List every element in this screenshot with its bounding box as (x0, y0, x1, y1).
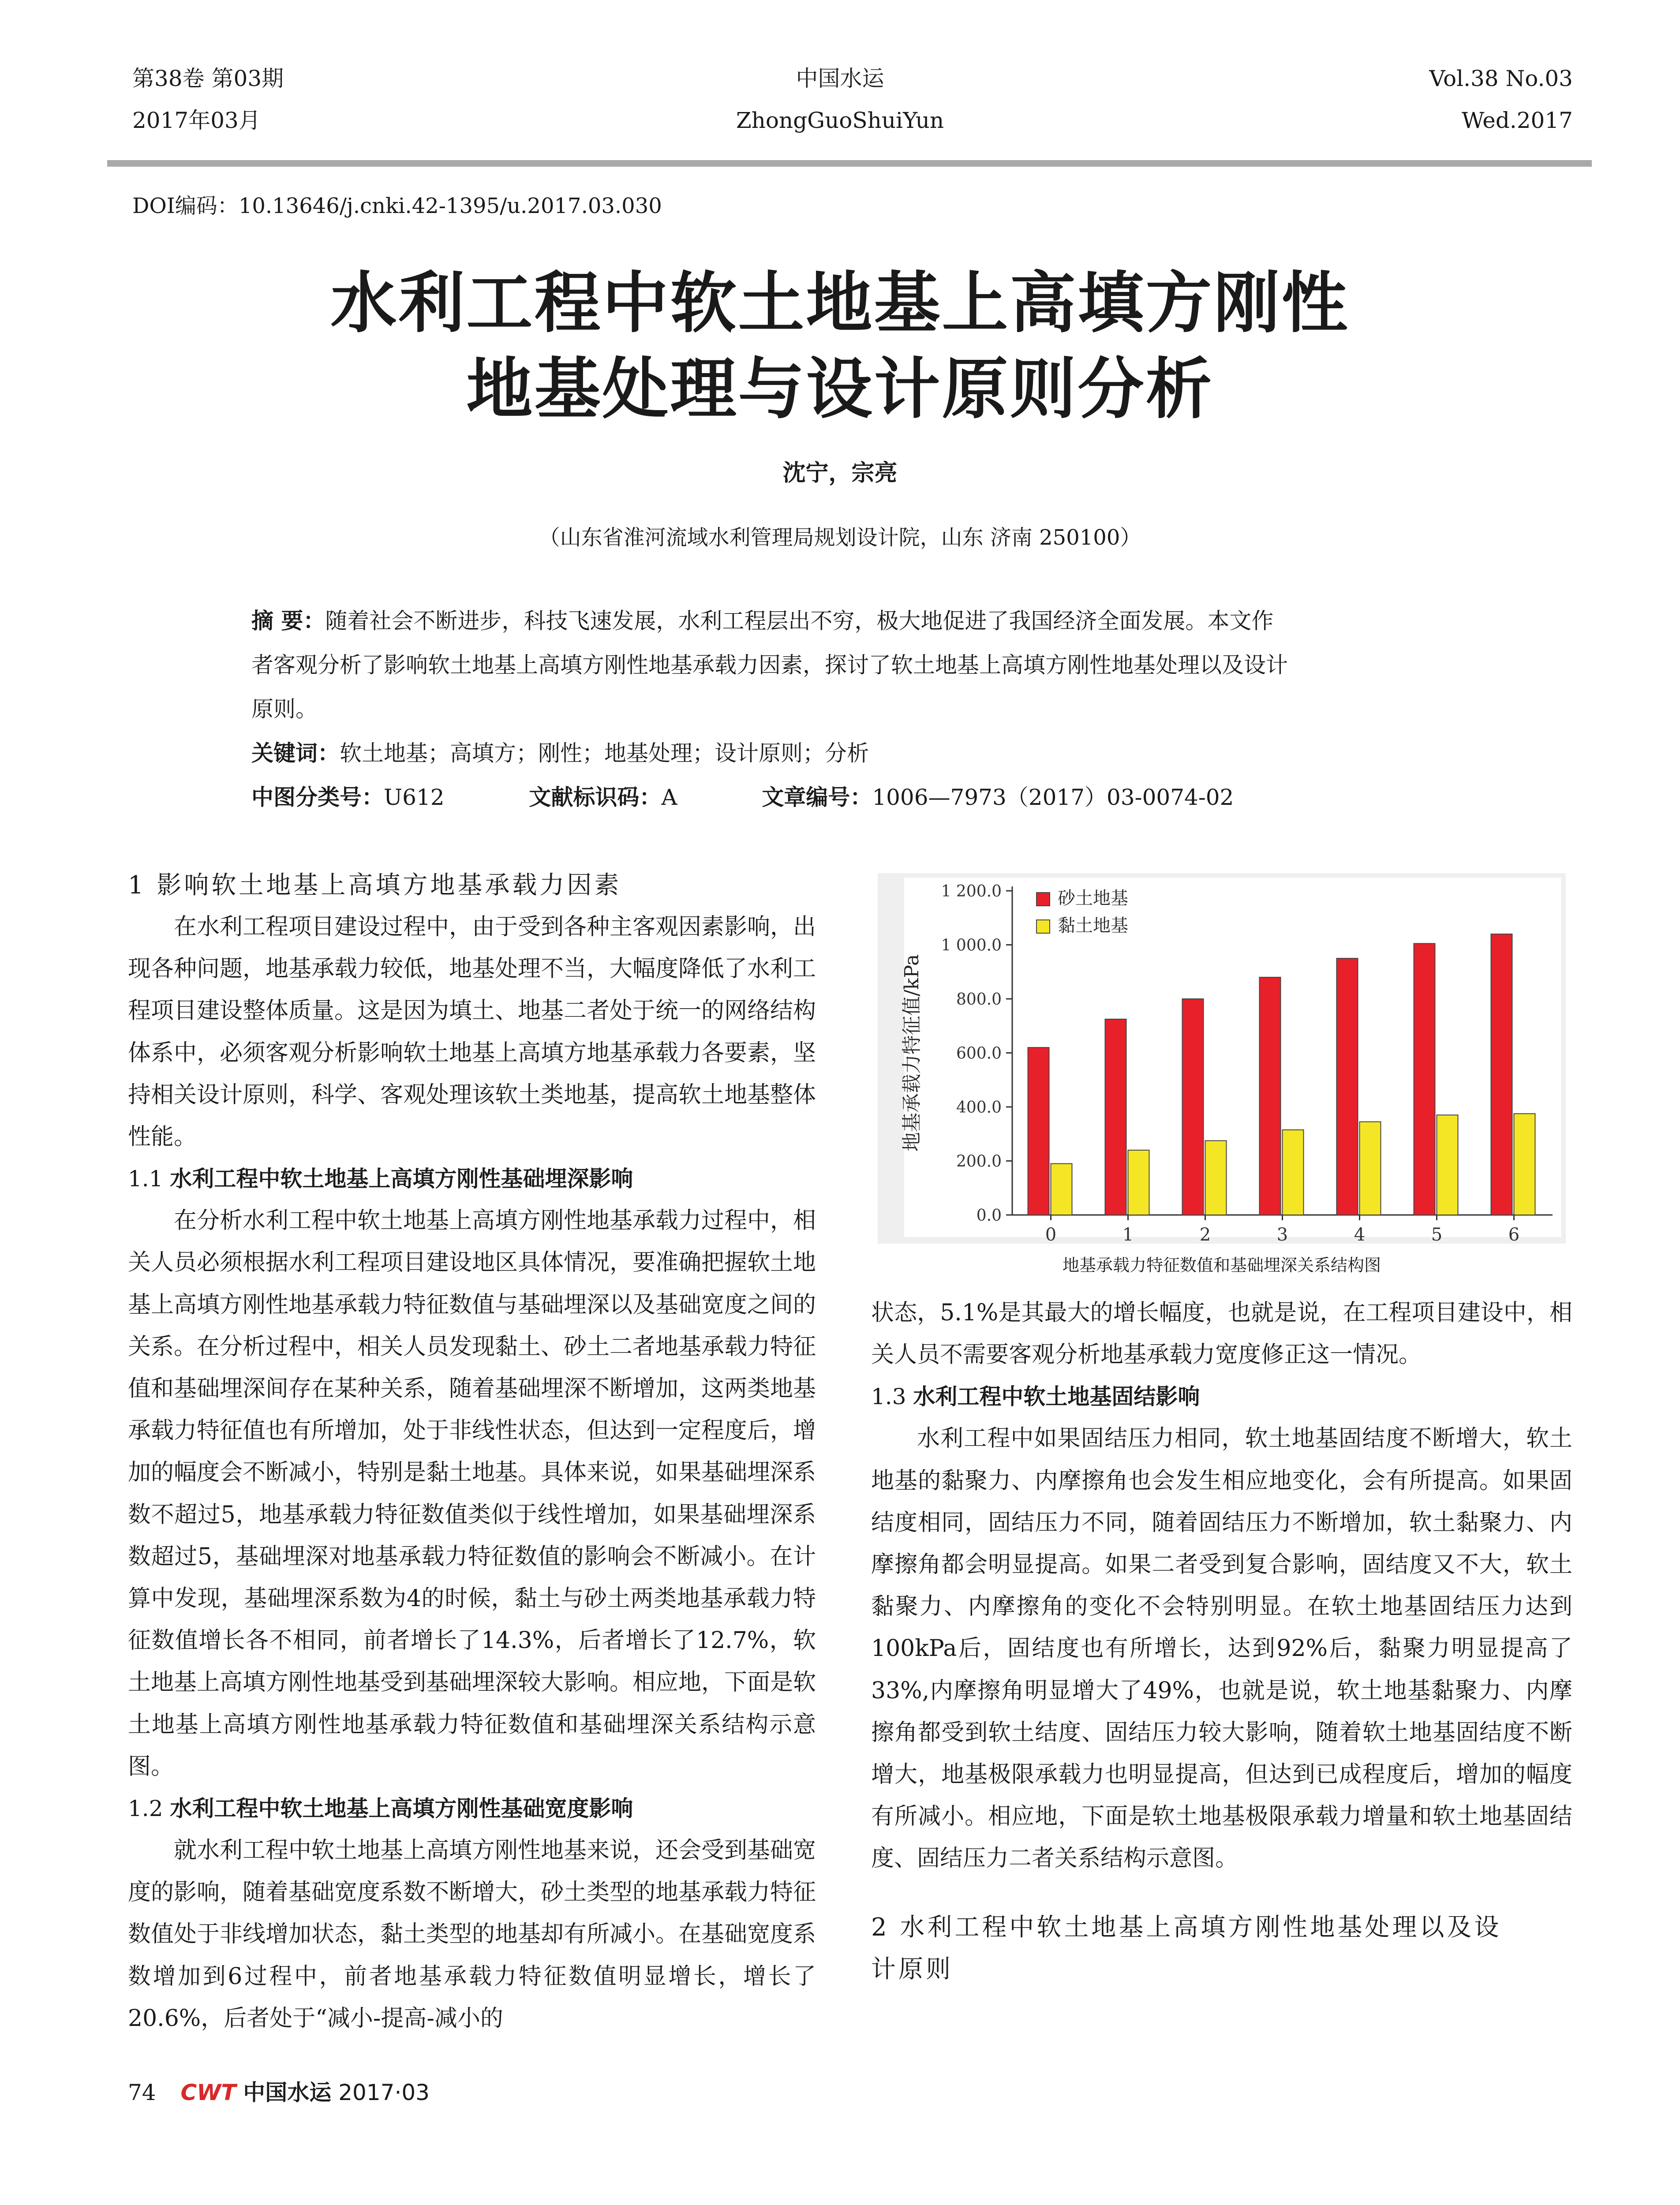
bar-clay-5 (1437, 1115, 1458, 1215)
keywords-text: 软土地基；高填方；刚性；地基处理；设计原则；分析 (340, 740, 869, 766)
bar-sand-6 (1491, 934, 1512, 1215)
abstract (251, 599, 1442, 819)
bar-clay-4 (1360, 1122, 1381, 1215)
bar-sand-4 (1337, 958, 1358, 1215)
abstract-text-2: 者客观分析了影响软土地基上高填方刚性地基承载力因素，探讨了软土地基上高填方刚性地基处理以及设计 (251, 652, 1288, 678)
bar-chart (878, 873, 1566, 1244)
header-date: 2017年03月 (132, 108, 261, 133)
header-vol-no: Vol.38 No.03 (1429, 66, 1573, 91)
section-1-3-heading: 1.3 水利工程中软土地基固结影响 (871, 1384, 1200, 1410)
y-tick-label: 400.0 (956, 1099, 1002, 1117)
paper-title-line1: 水利工程中软土地基上高填方刚性 (330, 264, 1350, 342)
header-journal: 中国水运 (796, 66, 884, 91)
x-tick-label: 1 (1122, 1225, 1134, 1244)
section-2-heading-line2: 计原则 (871, 1955, 953, 1984)
footer (128, 2075, 430, 2107)
bar-clay-2 (1205, 1141, 1227, 1215)
header-rule (107, 160, 1592, 167)
abstract-text-1: 随着社会不断进步，科技飞速发展，水利工程层出不穷，极大地促进了我国经济全面发展。本文作 (325, 608, 1274, 634)
section-1-1-paragraph: 在分析水利工程中软土地基上高填方刚性地基承载力过程中，相关人员必须根据水利工程项目建设地区具体情况，要准确把握软土地基上高填方刚性地基承载力特征数值与基础埋深以及基础宽度之间的关系。在分析过程中，相关人员发现黏土、砂土二者地基承载力特征值和基础埋深间存在某种关系，随着基础埋深不断增加，这两类地基承载力特征值也有所增加，处于非线性状态，但达到一定程度后，增加的幅度会不断减小，特别是黏土地基。具体来说，如果基础埋深系数不超过5，地基承载力特征数值类似于线性增加，如果基础埋深系数超过5，基础埋深对地基承载力特征数值的影响会不断减小。在计算中发现，基础埋深系数为4的时候，黏土与砂土两类地基承载力特征数值增长各不相同，前者增长了14.3%，后者增长了12.7%，软土地基上高填方刚性地基受到基础埋深较大影响。相应地，下面是软土地基上高填方刚性地基承载力特征数值和基础埋深关系结构示意图。 (128, 1207, 816, 1780)
header-issue-date: Wed.2017 (1461, 108, 1573, 133)
clc-value: U612 (384, 785, 445, 810)
legend-label: 黏土地基 (1058, 916, 1128, 936)
bar-clay-0 (1051, 1164, 1072, 1215)
classification-line (251, 775, 1442, 819)
section-1-paragraph: 在水利工程项目建设过程中，由于受到各种主客观因素影响，出现各种问题，地基承载力较低，地基处理不当，大幅度降低了水利工程项目建设整体质量。这是因为填土、地基二者处于统一的网络结构体系中，必须客观分析影响软土地基上高填方地基承载力各要素，坚持相关设计原则，科学、客观处理该软土类地基，提高软土地基整体性能。 (128, 914, 816, 1151)
affiliation: （山东省淮河流域水利管理局规划设计院，山东 济南 250100） (539, 525, 1141, 550)
bar-clay-1 (1128, 1150, 1149, 1215)
section-1-1-heading: 1.1 水利工程中软土地基上高填方刚性基础埋深影响 (128, 1166, 633, 1192)
continued-paragraph: 状态，5.1%是其最大的增长幅度，也就是说，在工程项目建设中，相关人员不需要客观分析地基承载力宽度修正这一情况。 (871, 1300, 1572, 1368)
x-tick-label: 6 (1508, 1225, 1520, 1244)
legend-swatch (1036, 893, 1050, 906)
footer-journal: 中国水运 (243, 2080, 332, 2105)
bar-sand-3 (1260, 977, 1281, 1215)
authors: 沈宁，宗亮 (782, 460, 898, 486)
x-tick-label: 0 (1045, 1225, 1057, 1244)
y-tick-label: 600.0 (956, 1044, 1002, 1063)
y-tick-label: 800.0 (956, 990, 1002, 1009)
section-1-3-paragraph: 水利工程中如果固结压力相同，软土地基固结度不断增大，软土地基的黏聚力、内摩擦角也会发生相应地变化，会有所提高。如果固结度相同，固结压力不同，随着固结压力不断增加，软土黏聚力、内摩擦角都会明显提高。如果二者受到复合影响，固结度又不大，软土黏聚力、内摩擦角的变化不会特别明显。在软土地基固结压力达到100kPa后，固结度也有所增长，达到92%后，黏聚力明显提高了33%,内摩擦角明显增大了49%，也就是说，软土地基黏聚力、内摩擦角都受到软土结度、固结压力较大影响，随着软土地基固结度不断增大，地基极限承载力也明显提高，但达到已成程度后，增加的幅度有所减小。相应地，下面是软土地基极限承载力增量和软土地基固结度、固结压力二者关系结构示意图。 (871, 1425, 1572, 1872)
footer-issue: 2017·03 (338, 2080, 430, 2105)
x-tick-label: 2 (1199, 1225, 1211, 1244)
doc-code-label: 文献标识码： (529, 785, 662, 810)
section-2-heading-line1: 2 水利工程中软土地基上高填方刚性地基处理以及设 (871, 1913, 1502, 1942)
article-no-value: 1006—7973（2017）03-0074-02 (872, 785, 1234, 810)
section-1-heading: 1 影响软土地基上高填方地基承载力因素 (128, 871, 622, 900)
doi: DOI编码：10.13646/j.cnki.42-1395/u.2017.03.030 (132, 194, 662, 218)
section-1-2-heading: 1.2 水利工程中软土地基上高填方刚性基础宽度影响 (128, 1796, 633, 1822)
x-tick-label: 4 (1354, 1225, 1366, 1244)
paper-title-line2: 地基处理与设计原则分析 (466, 350, 1214, 428)
y-tick-label: 1 000.0 (941, 936, 1002, 955)
x-tick-label: 5 (1431, 1225, 1443, 1244)
bar-sand-1 (1105, 1019, 1126, 1215)
left-column (128, 864, 816, 2040)
y-tick-label: 200.0 (956, 1152, 1002, 1171)
bar-sand-5 (1414, 943, 1435, 1215)
bar-clay-3 (1283, 1130, 1304, 1215)
clc-label: 中图分类号： (251, 785, 384, 810)
bar-sand-0 (1028, 1047, 1049, 1215)
header-volume: 第38卷 第03期 (132, 66, 284, 91)
header-journal-pinyin: ZhongGuoShuiYun (736, 108, 944, 133)
right-column (871, 1292, 1572, 1990)
abstract-label: 摘 要： (251, 608, 326, 634)
y-axis-label: 地基承载力特征值/kPa (901, 954, 923, 1152)
bar-clay-6 (1514, 1114, 1535, 1215)
section-1-2-paragraph: 就水利工程中软土地基上高填方刚性地基来说，还会受到基础宽度的影响，随着基础宽度系数不断增大，砂土类型的地基承载力特征数值处于非线增加状态，黏土类型的地基却有所减小。在基础宽度系数增加到6过程中，前者地基承载力特征数值明显增长，增长了20.6%，后者处于“减小-提高-减小的 (128, 1837, 816, 2032)
article-no-label: 文章编号： (762, 785, 872, 810)
y-tick-label: 0.0 (976, 1207, 1002, 1225)
legend-label: 砂土地基 (1058, 888, 1128, 908)
figure-caption: 地基承载力特征数值和基础埋深关系结构图 (1062, 1256, 1381, 1275)
doc-code-value: A (661, 785, 677, 810)
chart-inner-background (904, 878, 1561, 1237)
legend-swatch (1036, 920, 1050, 933)
bar-sand-2 (1182, 999, 1204, 1215)
abstract-text-3: 原则。 (251, 696, 318, 722)
y-tick-label: 1 200.0 (941, 882, 1002, 901)
x-tick-label: 3 (1276, 1225, 1288, 1244)
cwt-logo: CWT (180, 2080, 236, 2105)
keywords-label: 关键词： (251, 740, 340, 766)
page-number: 74 (128, 2080, 156, 2105)
